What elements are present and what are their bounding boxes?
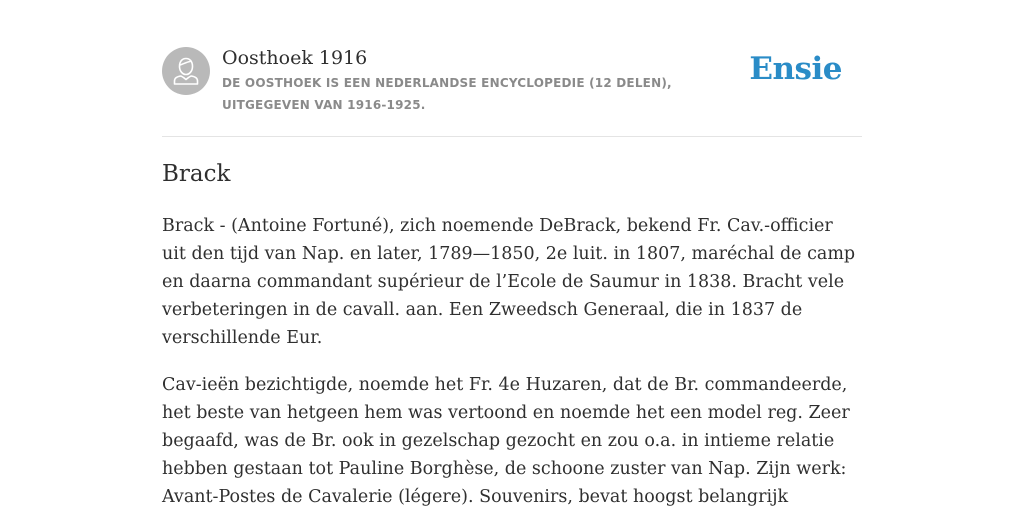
page-container bbox=[162, 0, 862, 507]
article-title: Brack bbox=[162, 161, 231, 187]
source-info bbox=[222, 46, 762, 116]
article-paragraph: Brack - (Antoine Fortuné), zich noemende DeBrack, bekend Fr. Cav.-officier uit den tijd van Nap. en later, 1789—1850, 2e luit. in 1807, maréchal de camp en daarna commandant supérieur de l’Ecole de Saumur in 1838. Bracht vele verbeteringen in de cavall. aan. Een Zweedsch Generaal, die in 1837 de verschillende Eur. bbox=[162, 216, 856, 348]
source-header bbox=[162, 0, 862, 137]
user-placeholder-icon[interactable] bbox=[162, 47, 210, 95]
article-paragraph: Cav-ieën bezichtigde, noemde het Fr. 4e Huzaren, dat de Br. commandeerde, het beste van hetgeen hem was vertoond en noemde het een model reg. Zeer begaafd, was de Br. ook in gezelschap gezocht en zou o.a. in intieme relatie hebben gestaan tot Pauline Borghèse, de schoone zuster van Nap. Zijn werk: Avant-Postes de Cavalerie (légere). Souvenirs, bevat hoogst belangrijk bbox=[162, 375, 850, 507]
article-body bbox=[162, 212, 862, 512]
source-title[interactable]: Oosthoek 1916 bbox=[222, 47, 368, 69]
ensie-logo-link[interactable]: Ensie bbox=[749, 51, 842, 87]
source-description: DE OOSTHOEK IS EEN NEDERLANDSE ENCYCLOPEDIE (12 DELEN), UITGEGEVEN VAN 1916-1925. bbox=[222, 76, 672, 112]
